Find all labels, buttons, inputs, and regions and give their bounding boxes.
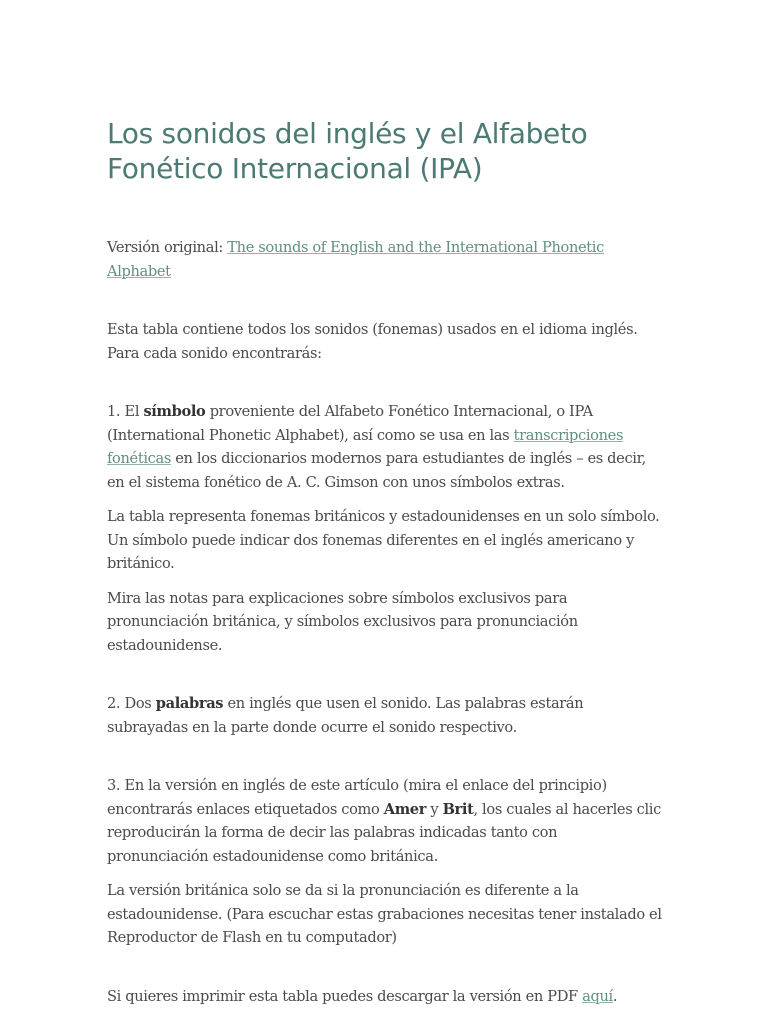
- pdf-download-link[interactable]: aquí: [582, 987, 613, 1005]
- print-paragraph: [107, 985, 662, 1009]
- print-end: .: [612, 987, 618, 1005]
- phonetic-transcriptions-link[interactable]: transcripciones fonéticas: [107, 426, 624, 467]
- item-3-text-a: 3. En la versión en inglés de este artículo (mira el enlace del principio) encontrarás enlaces etiquetados como: [107, 777, 607, 818]
- item-2-paragraph: [107, 692, 662, 739]
- item-1-text-a: proveniente del Alfabeto Fonético Internacional, o IPA (International Phonetic Alphabet), así como se usa en las: [107, 403, 593, 444]
- print-text: Si quieres imprimir esta tabla puedes descargar la versión en PDF: [107, 987, 583, 1005]
- item-3-text-b: , los cuales al hacerles clic reproducirán la forma de decir las palabras indicadas tanto con pronunciación estadounidense como británica.: [107, 800, 661, 865]
- original-version-link[interactable]: The sounds of English and the International Phonetic Alphabet: [107, 239, 604, 280]
- item-2-prefix: 2. Dos: [107, 695, 156, 712]
- item-3-bold-brit: Brit: [442, 800, 474, 818]
- item-1-text-b: en los diccionarios modernos para estudiantes de inglés – es decir, en el sistema fonético de A. C. Gimson con unos símbolos extras.: [107, 450, 646, 491]
- item-1-prefix: 1. El: [107, 403, 144, 420]
- item-3-and: y: [426, 800, 443, 818]
- original-version-line: [107, 236, 662, 283]
- original-version-label: Versión original:: [107, 239, 228, 256]
- item-1-paragraph: [107, 400, 662, 494]
- article: [107, 116, 662, 1008]
- item-2-text: en inglés que usen el sonido. Las palabras estarán subrayadas en la parte donde ocurre el sonido respectivo.: [107, 695, 584, 736]
- british-version-paragraph: La versión británica solo se da si la pronunciación es diferente a la estadounidense. (Para escuchar estas grabaciones necesitas tener instalado el Reproductor de Flash en tu computador): [107, 882, 662, 946]
- intro-paragraph: Esta tabla contiene todos los sonidos (fonemas) usados en el idioma inglés. Para cada sonido encontrarás:: [107, 321, 638, 362]
- item-1-bold-symbol: símbolo: [143, 403, 206, 420]
- item-3-bold-amer: Amer: [383, 800, 427, 818]
- item-2-bold-words: palabras: [155, 695, 224, 712]
- notes-paragraph: Mira las notas para explicaciones sobre símbolos exclusivos para pronunciación británica, y símbolos exclusivos para pronunciación estadounidense.: [107, 589, 578, 654]
- page-title: Los sonidos del inglés y el Alfabeto Fonético Internacional (IPA): [107, 117, 588, 185]
- item-3-paragraph: [107, 774, 662, 868]
- british-american-paragraph: La tabla representa fonemas británicos y estadounidenses en un solo símbolo. Un símbolo puede indicar dos fonemas diferentes en el inglés americano y británico.: [107, 508, 660, 572]
